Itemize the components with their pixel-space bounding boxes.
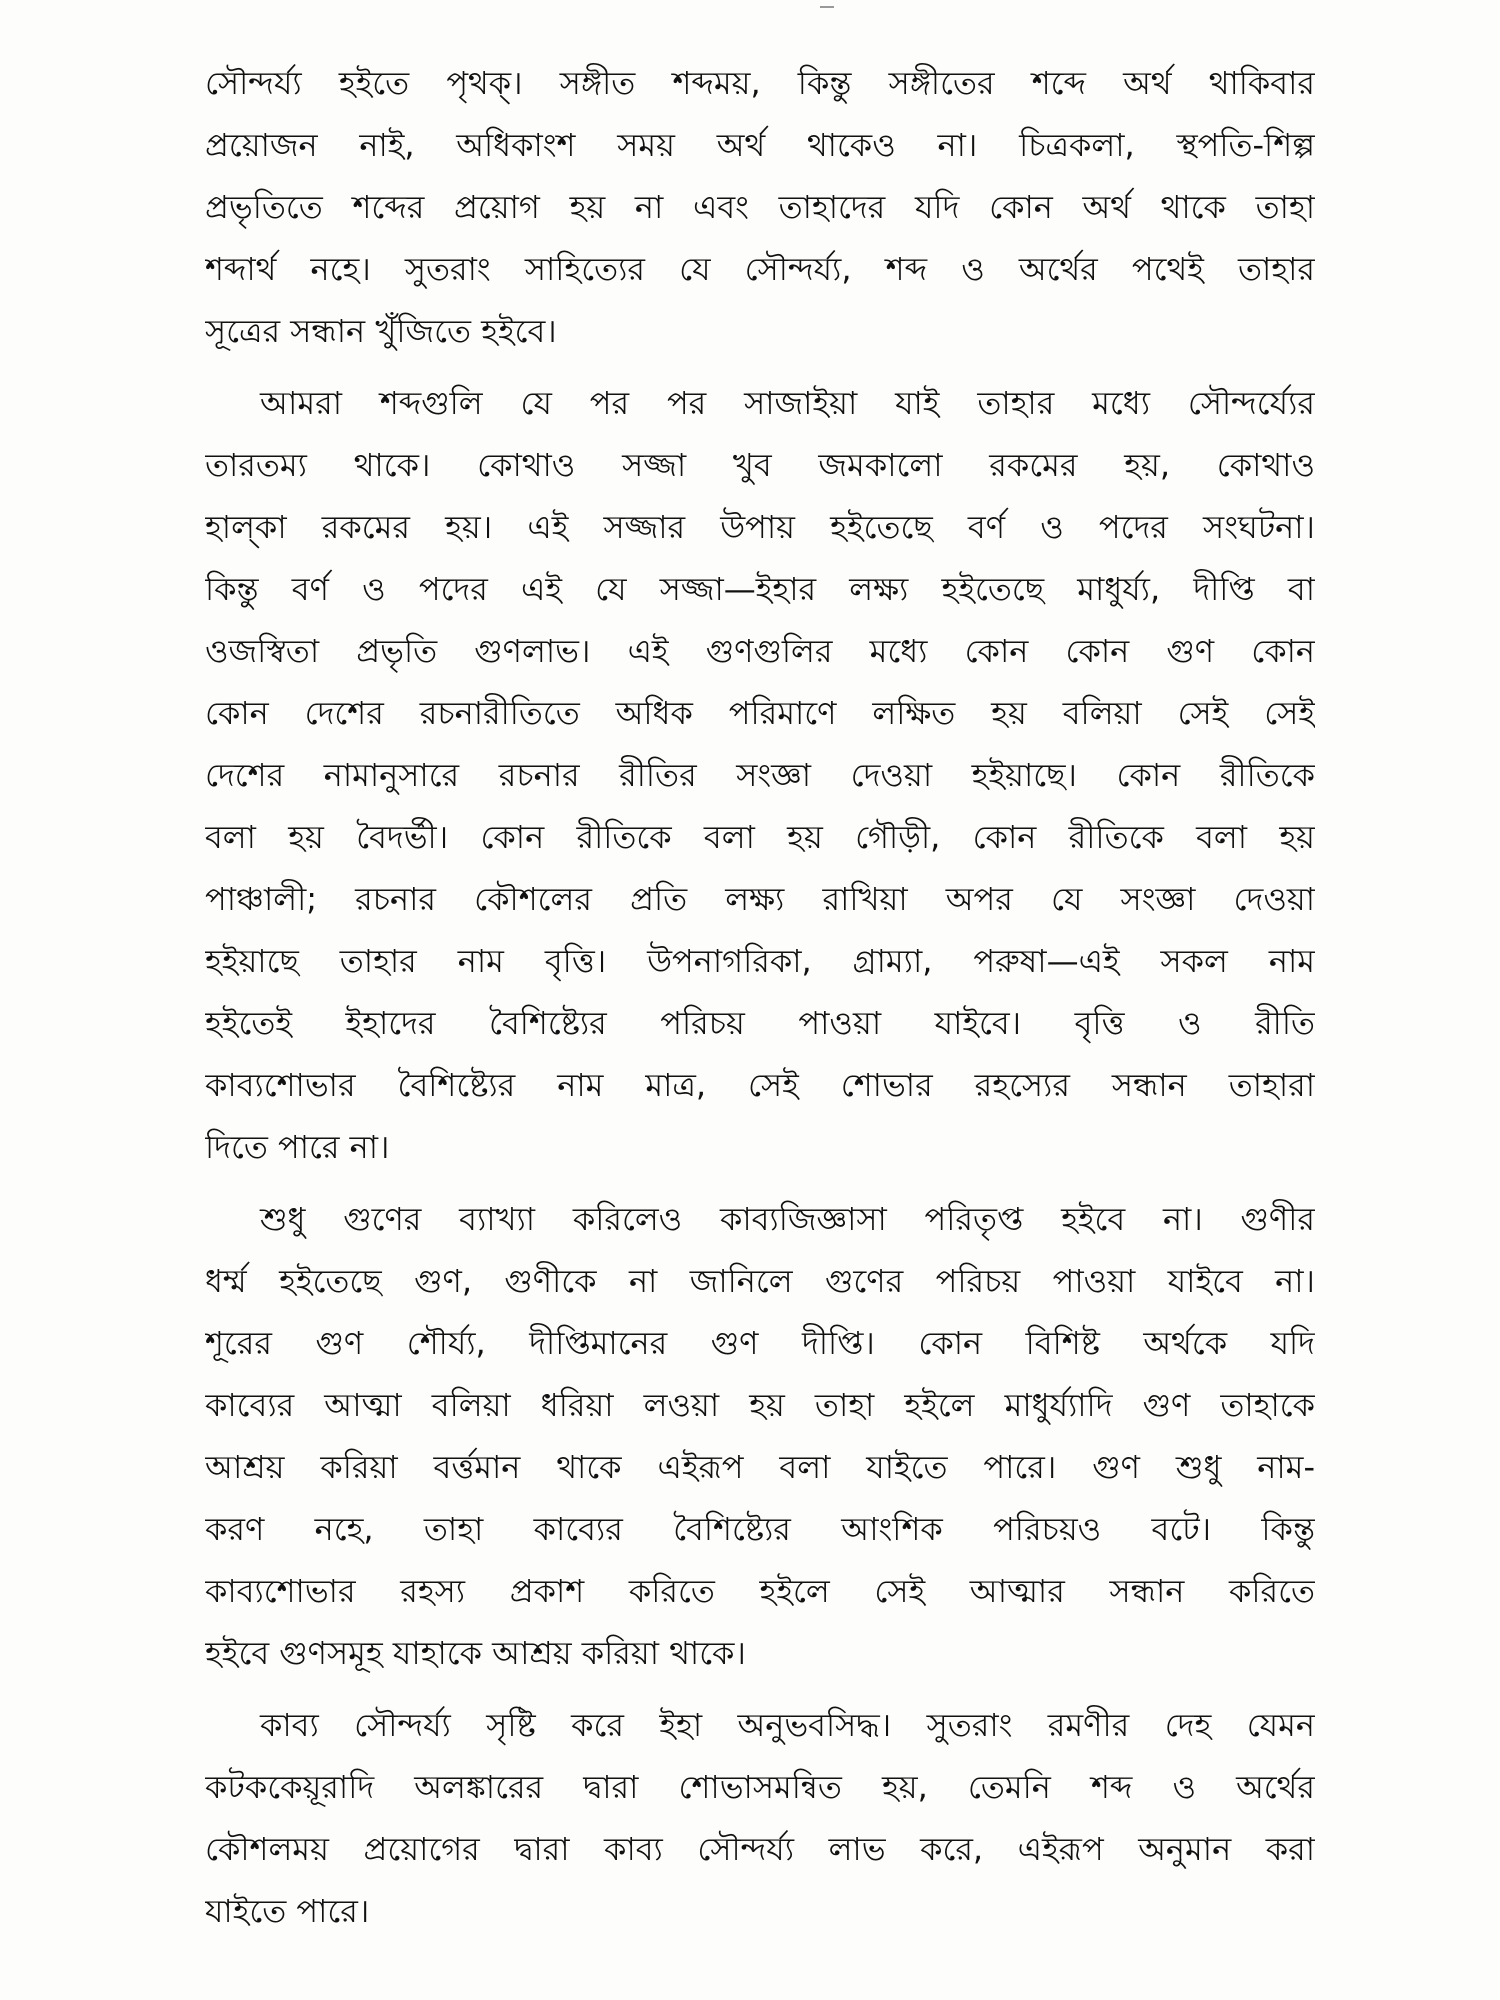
text-line: কাব্য সৌন্দর্য্য সৃষ্টি করে ইহা অনুভবসিদ্ধ। সুতরাং রমণীর দেহ যেমন [260,1706,1315,1744]
text-line: হইবে গুণসমূহ যাহাকে আশ্রয় করিয়া থাকে। [205,1634,746,1672]
text-line: দেশের নামানুসারে রচনার রীতির সংজ্ঞা দেওয়া হইয়াছে। কোন রীতিকে [205,756,1315,794]
text-line: করণ নহে, তাহা কাব্যের বৈশিষ্ট্যের আংশিক পরিচয়ও বটে। কিন্তু [205,1510,1315,1548]
paragraph [205,1694,1315,1942]
text-line: প্রভৃতিতে শব্দের প্রয়োগ হয় না এবং তাহাদের যদি কোন অর্থ থাকে তাহা [205,188,1315,226]
text-line: শব্দার্থ নহে। সুতরাং সাহিত্যের যে সৌন্দর্য্য, শব্দ ও অর্থের পথেই তাহার [205,250,1315,288]
paragraph [205,1188,1315,1684]
text-line: শূরের গুণ শৌর্য্য, দীপ্তিমানের গুণ দীপ্তি। কোন বিশিষ্ট অর্থকে যদি [205,1324,1315,1362]
text-line: বলা হয় বৈদর্ভী। কোন রীতিকে বলা হয় গৌড়ী, কোন রীতিকে বলা হয় [205,818,1315,856]
text-line: কাব্যশোভার বৈশিষ্ট্যের নাম মাত্র, সেই শোভার রহস্যের সন্ধান তাহারা [205,1066,1315,1104]
text-line: দিতে পারে না। [205,1128,390,1166]
text-line: হইতেই ইহাদের বৈশিষ্ট্যের পরিচয় পাওয়া যাইবে। বৃত্তি ও রীতি [205,1004,1315,1042]
text-line: শুধু গুণের ব্যাখ্যা করিলেও কাব্যজিজ্ঞাসা পরিতৃপ্ত হইবে না। গুণীর [260,1200,1315,1238]
page-edge-mark [820,6,834,8]
text-line: কাব্যশোভার রহস্য প্রকাশ করিতে হইলে সেই আত্মার সন্ধান করিতে [205,1572,1315,1610]
text-line: সৌন্দর্য্য হইতে পৃথক্‌। সঙ্গীত শব্দময়, কিন্তু সঙ্গীতের শব্দে অর্থ থাকিবার [205,64,1315,102]
text-line: পাঞ্চালী; রচনার কৌশলের প্রতি লক্ষ্য রাখিয়া অপর যে সংজ্ঞা দেওয়া [205,880,1315,918]
text-line: যাইতে পারে। [205,1892,370,1930]
text-line: প্রয়োজন নাই, অধিকাংশ সময় অর্থ থাকেও না। চিত্রকলা, স্থপতি-শিল্প [205,126,1315,164]
text-line: হাল্‌কা রকমের হয়। এই সজ্জার উপায় হইতেছে বর্ণ ও পদের সংঘটনা। [205,508,1315,546]
text-line: কটককেয়ূরাদি অলঙ্কারের দ্বারা শোভাসমন্বিত হয়, তেমনি শব্দ ও অর্থের [205,1768,1315,1806]
text-line: কাব্যের আত্মা বলিয়া ধরিয়া লওয়া হয় তাহা হইলে মাধুর্য্যাদি গুণ তাহাকে [205,1386,1315,1424]
paragraph [205,52,1315,362]
text-line: ধর্ম্ম হইতেছে গুণ, গুণীকে না জানিলে গুণের পরিচয় পাওয়া যাইবে না। [205,1262,1315,1300]
text-line: হইয়াছে তাহার নাম বৃত্তি। উপনাগরিকা, গ্রাম্যা, পরুষা—এই সকল নাম [205,942,1315,980]
text-line: আমরা শব্দগুলি যে পর পর সাজাইয়া যাই তাহার মধ্যে সৌন্দর্য্যের [260,384,1315,422]
body-text [205,52,1315,1952]
text-line: কৌশলময় প্রয়োগের দ্বারা কাব্য সৌন্দর্য্য লাভ করে, এইরূপ অনুমান করা [205,1830,1315,1868]
text-line: সূত্রের সন্ধান খুঁজিতে হইবে। [205,312,557,350]
text-line: তারতম্য থাকে। কোথাও সজ্জা খুব জমকালো রকমের হয়, কোথাও [205,446,1315,484]
paragraph [205,372,1315,1178]
text-line: আশ্রয় করিয়া বর্ত্তমান থাকে এইরূপ বলা যাইতে পারে। গুণ শুধু নাম- [205,1448,1315,1486]
text-line: কিন্তু বর্ণ ও পদের এই যে সজ্জা—ইহার লক্ষ্য হইতেছে মাধুর্য্য, দীপ্তি বা [205,570,1315,608]
text-line: কোন দেশের রচনারীতিতে অধিক পরিমাণে লক্ষিত হয় বলিয়া সেই সেই [205,694,1315,732]
text-line: ওজস্বিতা প্রভৃতি গুণলাভ। এই গুণগুলির মধ্যে কোন কোন গুণ কোন [205,632,1315,670]
